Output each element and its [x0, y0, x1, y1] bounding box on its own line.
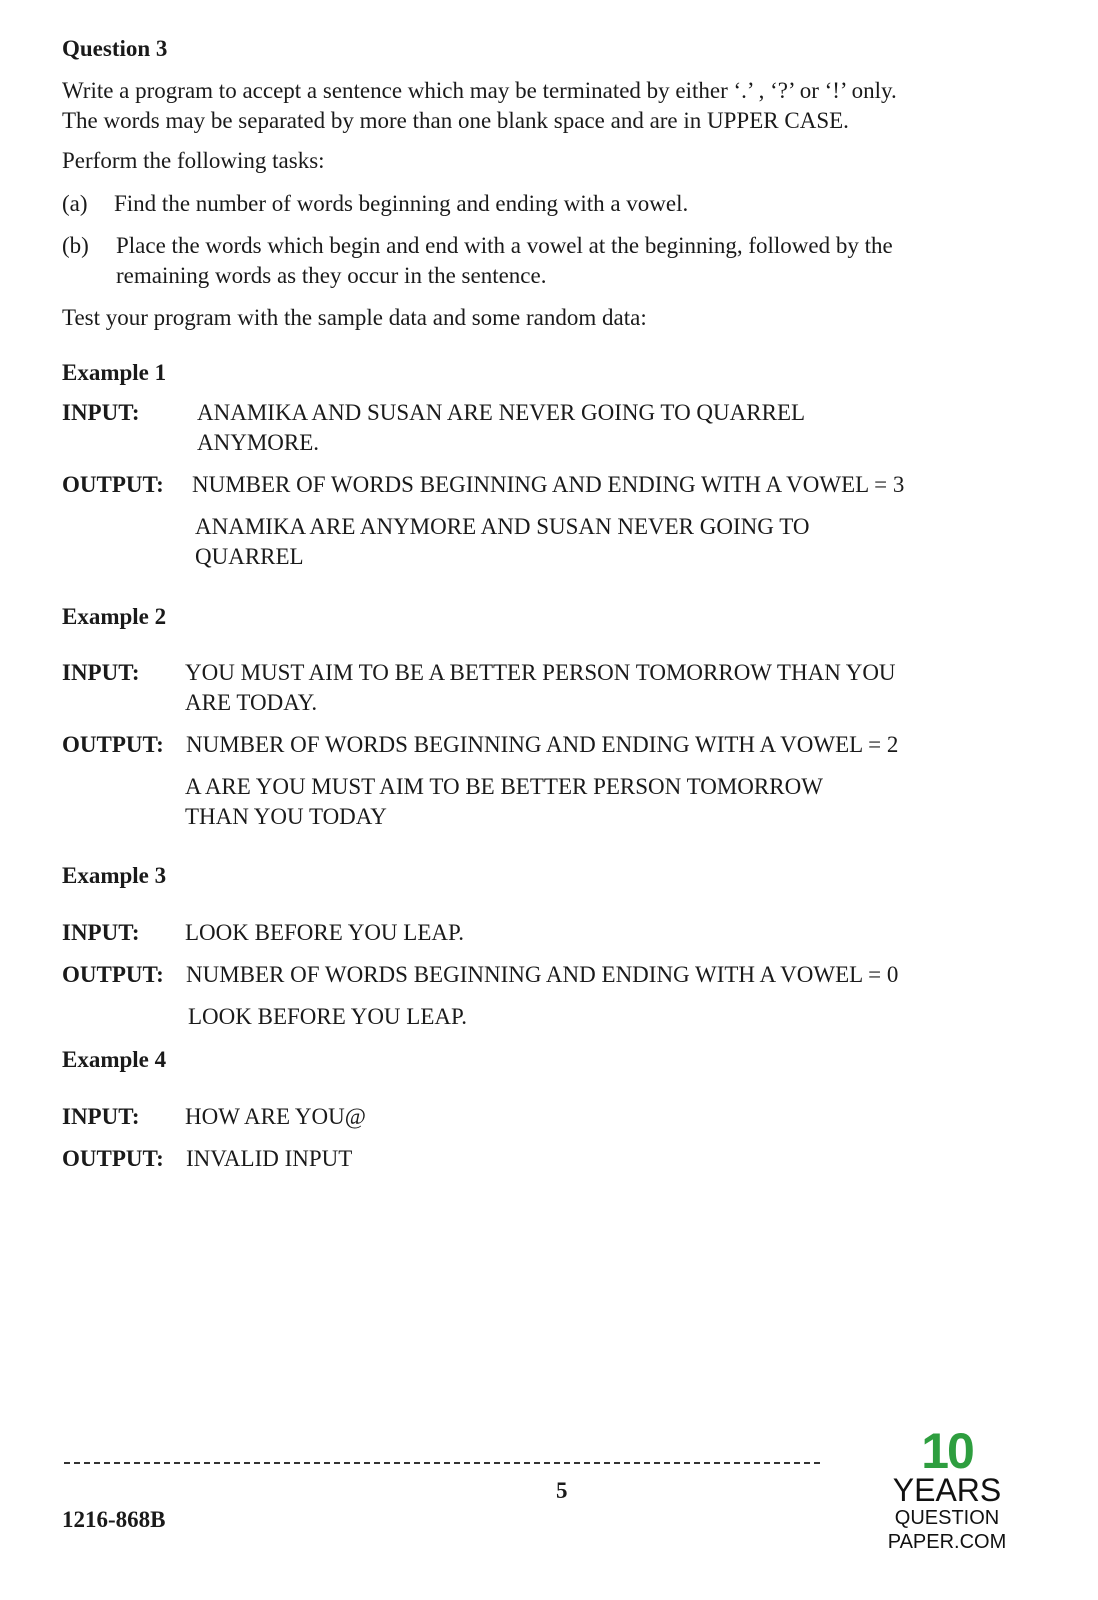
example-2-title: Example 2: [62, 604, 167, 629]
task-b-line-1: Place the words which begin and end with a vowel at the beginning, followed by the: [116, 233, 893, 258]
example-2-input-line-2: ARE TODAY.: [185, 690, 318, 715]
example-2-output: NUMBER OF WORDS BEGINNING AND ENDING WITH A VOWEL = 2: [186, 732, 899, 757]
example-4-output: INVALID INPUT: [186, 1146, 353, 1171]
example-2-input-label: INPUT:: [62, 660, 140, 685]
tasks-heading: Perform the following tasks:: [62, 148, 325, 173]
example-3-title: Example 3: [62, 863, 167, 888]
task-b-line-2: remaining words as they occur in the sentence.: [116, 263, 547, 288]
logo-number: 10: [921, 1423, 973, 1479]
example-1-input-line-1: ANAMIKA AND SUSAN ARE NEVER GOING TO QUARREL: [197, 400, 806, 425]
intro-line-1: Write a program to accept a sentence which may be terminated by either ‘.’ , ‘?’ or ‘!’ only.: [62, 78, 897, 103]
question-intro: [62, 76, 1042, 136]
page-number: 5: [556, 1478, 568, 1503]
example-1-input-line-2: ANYMORE.: [197, 430, 320, 455]
example-1-output: NUMBER OF WORDS BEGINNING AND ENDING WITH A VOWEL = 3: [192, 472, 905, 497]
example-4-input-label: INPUT:: [62, 1104, 140, 1129]
task-b-label: (b): [62, 233, 89, 258]
example-2-result-line-2: THAN YOU TODAY: [185, 804, 387, 829]
example-1-input: [197, 398, 805, 458]
example-1-result-line-2: QUARREL: [195, 544, 304, 569]
example-2-result: [185, 772, 823, 832]
example-1-input-label: INPUT:: [62, 400, 140, 425]
example-1-output-label: OUTPUT:: [62, 472, 164, 497]
example-4-output-label: OUTPUT:: [62, 1146, 164, 1171]
example-4-title: Example 4: [62, 1047, 167, 1072]
site-logo: [834, 1423, 1060, 1554]
task-b-text: [116, 231, 1016, 291]
paper-code: 1216-868B: [62, 1507, 166, 1532]
example-3-output: NUMBER OF WORDS BEGINNING AND ENDING WITH A VOWEL = 0: [186, 962, 899, 987]
example-3-output-label: OUTPUT:: [62, 962, 164, 987]
example-4-input: HOW ARE YOU@: [185, 1104, 366, 1129]
example-2-input-line-1: YOU MUST AIM TO BE A BETTER PERSON TOMORROW THAN YOU: [185, 660, 896, 685]
example-1-result: [195, 512, 809, 572]
logo-years: YEARS: [892, 1472, 1002, 1508]
task-a-text: Find the number of words beginning and ending with a vowel.: [114, 191, 689, 216]
example-1-title: Example 1: [62, 360, 167, 385]
example-2-output-label: OUTPUT:: [62, 732, 164, 757]
task-a-label: (a): [62, 191, 88, 216]
example-2-result-line-1: A ARE YOU MUST AIM TO BE BETTER PERSON TOMORROW: [185, 774, 823, 799]
example-2-input: [185, 658, 896, 718]
footer-dashed-rule: [64, 1462, 820, 1464]
example-3-input: LOOK BEFORE YOU LEAP.: [185, 920, 464, 945]
logo-site: QUESTION PAPER.COM: [887, 1507, 1007, 1553]
test-instruction: Test your program with the sample data and some random data:: [62, 305, 647, 330]
example-3-input-label: INPUT:: [62, 920, 140, 945]
intro-line-2: The words may be separated by more than one blank space and are in UPPER CASE.: [62, 108, 849, 133]
question-title: Question 3: [62, 36, 168, 61]
example-3-result: LOOK BEFORE YOU LEAP.: [188, 1004, 467, 1029]
example-1-result-line-1: ANAMIKA ARE ANYMORE AND SUSAN NEVER GOING TO: [195, 514, 810, 539]
